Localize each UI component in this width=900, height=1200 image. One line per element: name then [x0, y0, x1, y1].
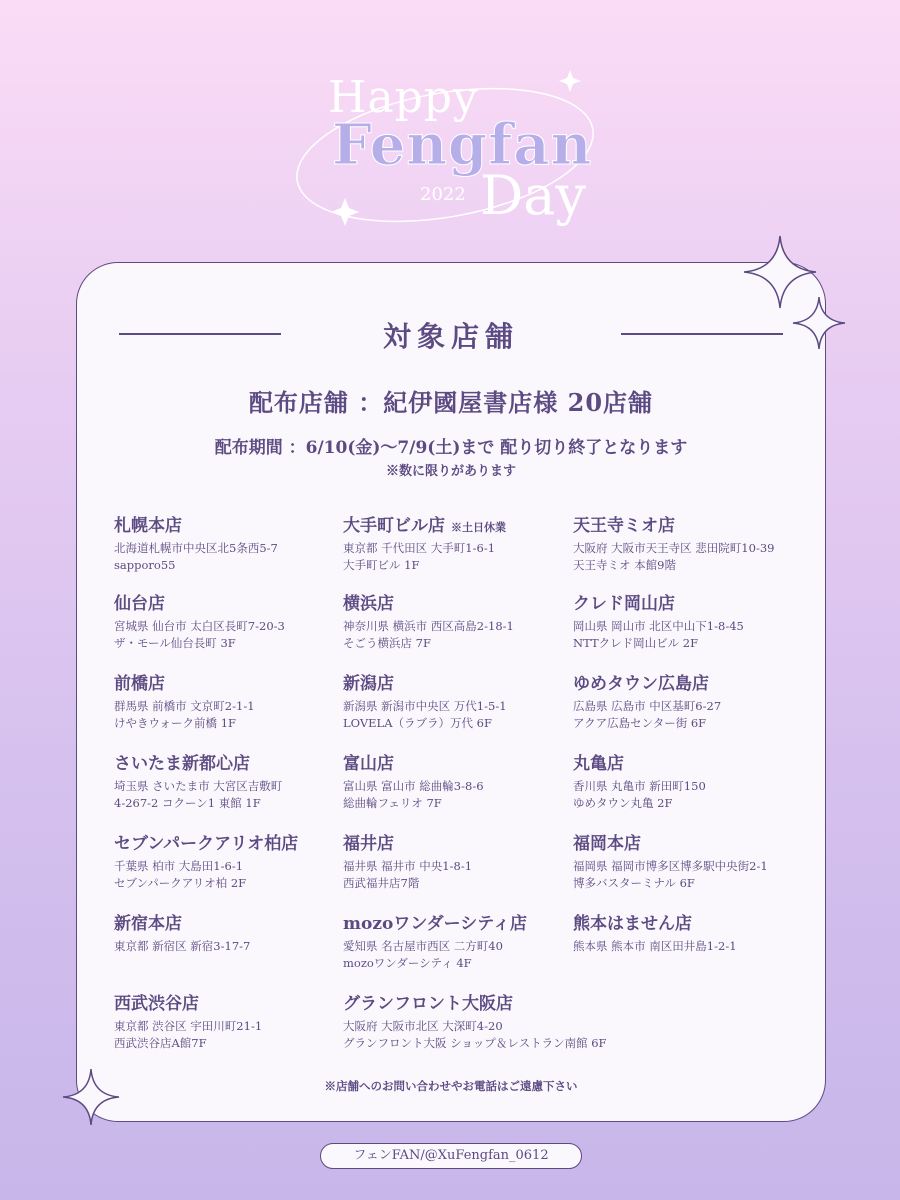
- store-building: 大手町ビル 1F: [343, 558, 420, 572]
- card-title: 対象店舗: [382, 320, 519, 353]
- store-name: 仙台店: [114, 594, 165, 614]
- happy-fengfan-day-logo: [280, 60, 620, 230]
- store-sendai: [114, 589, 285, 652]
- store-name: 前橋店: [114, 674, 165, 694]
- store-address: 岡山県 岡山市 北区中山下1-8-45: [573, 619, 744, 633]
- store-building: そごう横浜店 7F: [343, 636, 431, 650]
- store-name: 新潟店: [343, 674, 394, 694]
- store-building: セブンパークアリオ柏 2F: [114, 876, 247, 890]
- store-name: 札幌本店: [114, 516, 182, 536]
- store-name: セブンパークアリオ柏店: [114, 834, 299, 854]
- store-address: 東京都 千代田区 大手町1-6-1: [343, 541, 496, 555]
- store-building: ゆめタウン丸亀 2F: [573, 796, 673, 810]
- store-building: mozoワンダーシティ 4F: [343, 956, 472, 970]
- distribution-period: 配布期間 ：6/10(金)～7/9(土)まで 配り切り終了となります: [214, 438, 688, 458]
- logo-day-text: Day: [480, 164, 586, 227]
- distribution-heading: 配布店舗 ：紀伊國屋書店様 20店舗: [248, 388, 654, 417]
- store-marugame: [573, 749, 706, 812]
- store-building: 4-267-2 コクーン1 東館 1F: [114, 796, 261, 810]
- store-address: 富山県 富山市 総曲輪3-8-6: [343, 779, 484, 793]
- store-building: 博多バスターミナル 6F: [573, 876, 695, 890]
- store-address: 香川県 丸亀市 新田町150: [573, 779, 706, 793]
- store-address: 大阪府 大阪市天王寺区 悲田院町10-39: [573, 541, 775, 555]
- sparkle-small-icon: [790, 294, 848, 352]
- store-name: 横浜店: [343, 594, 394, 614]
- logo-happy-text: Happy: [328, 72, 479, 123]
- store-saitama-shintoshin: [114, 749, 282, 812]
- store-name: 福井店: [343, 834, 394, 854]
- store-address: 千葉県 柏市 大島田1-6-1: [114, 859, 244, 873]
- store-building: NTTクレド岡山ビル 2F: [573, 636, 699, 650]
- store-address: 東京都 新宿区 新宿3-17-7: [114, 939, 251, 953]
- store-name-row: [343, 511, 506, 536]
- store-fukui: [343, 829, 472, 892]
- store-building: グランフロント大阪 ショップ＆レストラン南館 6F: [343, 1036, 607, 1050]
- store-kumamoto-hamasen: [573, 909, 737, 955]
- store-address: 大阪府 大阪市北区 大深町4-20: [343, 1019, 503, 1033]
- store-name: 天王寺ミオ店: [573, 516, 675, 536]
- store-building: アクア広島センター街 6F: [573, 716, 707, 730]
- store-toyama: [343, 749, 484, 812]
- store-name: 富山店: [343, 754, 394, 774]
- store-fukuoka: [573, 829, 768, 892]
- store-building: 総曲輪フェリオ 7F: [343, 796, 442, 810]
- store-building: けやきウォーク前橋 1F: [114, 716, 236, 730]
- store-address: 福井県 福井市 中央1-8-1: [343, 859, 473, 873]
- store-maebashi: [114, 669, 255, 732]
- store-grand-front-osaka: [343, 989, 607, 1052]
- store-address: 熊本県 熊本市 南区田井島1-2-1: [573, 939, 737, 953]
- store-shinjuku: [114, 909, 250, 955]
- store-address: 神奈川県 横浜市 西区高島2-18-1: [343, 619, 514, 633]
- store-name: ゆめタウン広島店: [573, 674, 709, 694]
- quantity-limit-note: ※数に限りがあります: [385, 464, 516, 479]
- store-otemachi-building: [343, 511, 506, 574]
- sparkle-bottom-left-icon: [60, 1066, 122, 1128]
- social-handle-pill: フェンFAN/@XuFengfan_0612: [320, 1143, 582, 1169]
- store-sevenpark-ario-kashiwa: [114, 829, 298, 892]
- store-yokohama: [343, 589, 514, 652]
- store-name: 福岡本店: [573, 834, 641, 854]
- store-building: 天王寺ミオ 本館9階: [573, 558, 676, 572]
- store-address: 埼玉県 さいたま市 大宮区吉敷町: [114, 779, 283, 793]
- store-address: 愛知県 名古屋市西区 二方町40: [343, 939, 503, 953]
- store-name: グランフロント大阪店: [343, 994, 513, 1014]
- title-rule-right: [621, 333, 783, 335]
- store-list-card: [76, 262, 826, 1122]
- store-address: 福岡県 福岡市博多区博多駅中央街2-1: [573, 859, 768, 873]
- logo-year-text: 2022: [420, 184, 466, 205]
- store-closed-note: ※土日休業: [451, 521, 506, 534]
- store-address: 北海道札幌市中央区北5条西5-7: [114, 541, 278, 555]
- store-building: LOVELA（ラブラ）万代 6F: [343, 716, 492, 730]
- store-address: 群馬県 前橋市 文京町2-1-1: [114, 699, 255, 713]
- store-address: 新潟県 新潟市中央区 万代1-5-1: [343, 699, 507, 713]
- card-title-row: [77, 313, 825, 353]
- store-tennoji-mio: [573, 511, 774, 574]
- store-name: 丸亀店: [573, 754, 624, 774]
- store-name: 熊本はません店: [573, 914, 692, 934]
- store-building: 西武福井店7階: [343, 876, 420, 890]
- store-niigata: [343, 669, 507, 732]
- contact-footnote: ※店舗へのお問い合わせやお電話はご遠慮下さい: [324, 1079, 578, 1093]
- store-name: mozoワンダーシティ店: [343, 914, 527, 934]
- store-name: さいたま新都心店: [114, 754, 250, 774]
- store-name: 新宿本店: [114, 914, 182, 934]
- store-credo-okayama: [573, 589, 744, 652]
- logo-fengfan-text: Fengfan: [332, 112, 593, 178]
- store-youme-town-hiroshima: [573, 669, 721, 732]
- store-address: 東京都 渋谷区 宇田川町21-1: [114, 1019, 263, 1033]
- store-name: 大手町ビル店: [343, 516, 445, 536]
- store-sapporo: [114, 511, 278, 574]
- store-building: ザ・モール仙台長町 3F: [114, 636, 236, 650]
- store-seibu-shibuya: [114, 989, 262, 1052]
- store-mozo-wonder-city: [343, 909, 527, 972]
- store-address: 広島県 広島市 中区基町6-27: [573, 699, 722, 713]
- store-building: 西武渋谷店A館7F: [114, 1036, 207, 1050]
- store-building: sapporo55: [114, 558, 176, 572]
- store-name: クレド岡山店: [573, 594, 675, 614]
- store-address: 宮城県 仙台市 太白区長町7-20-3: [114, 619, 285, 633]
- store-name: 西武渋谷店: [114, 994, 199, 1014]
